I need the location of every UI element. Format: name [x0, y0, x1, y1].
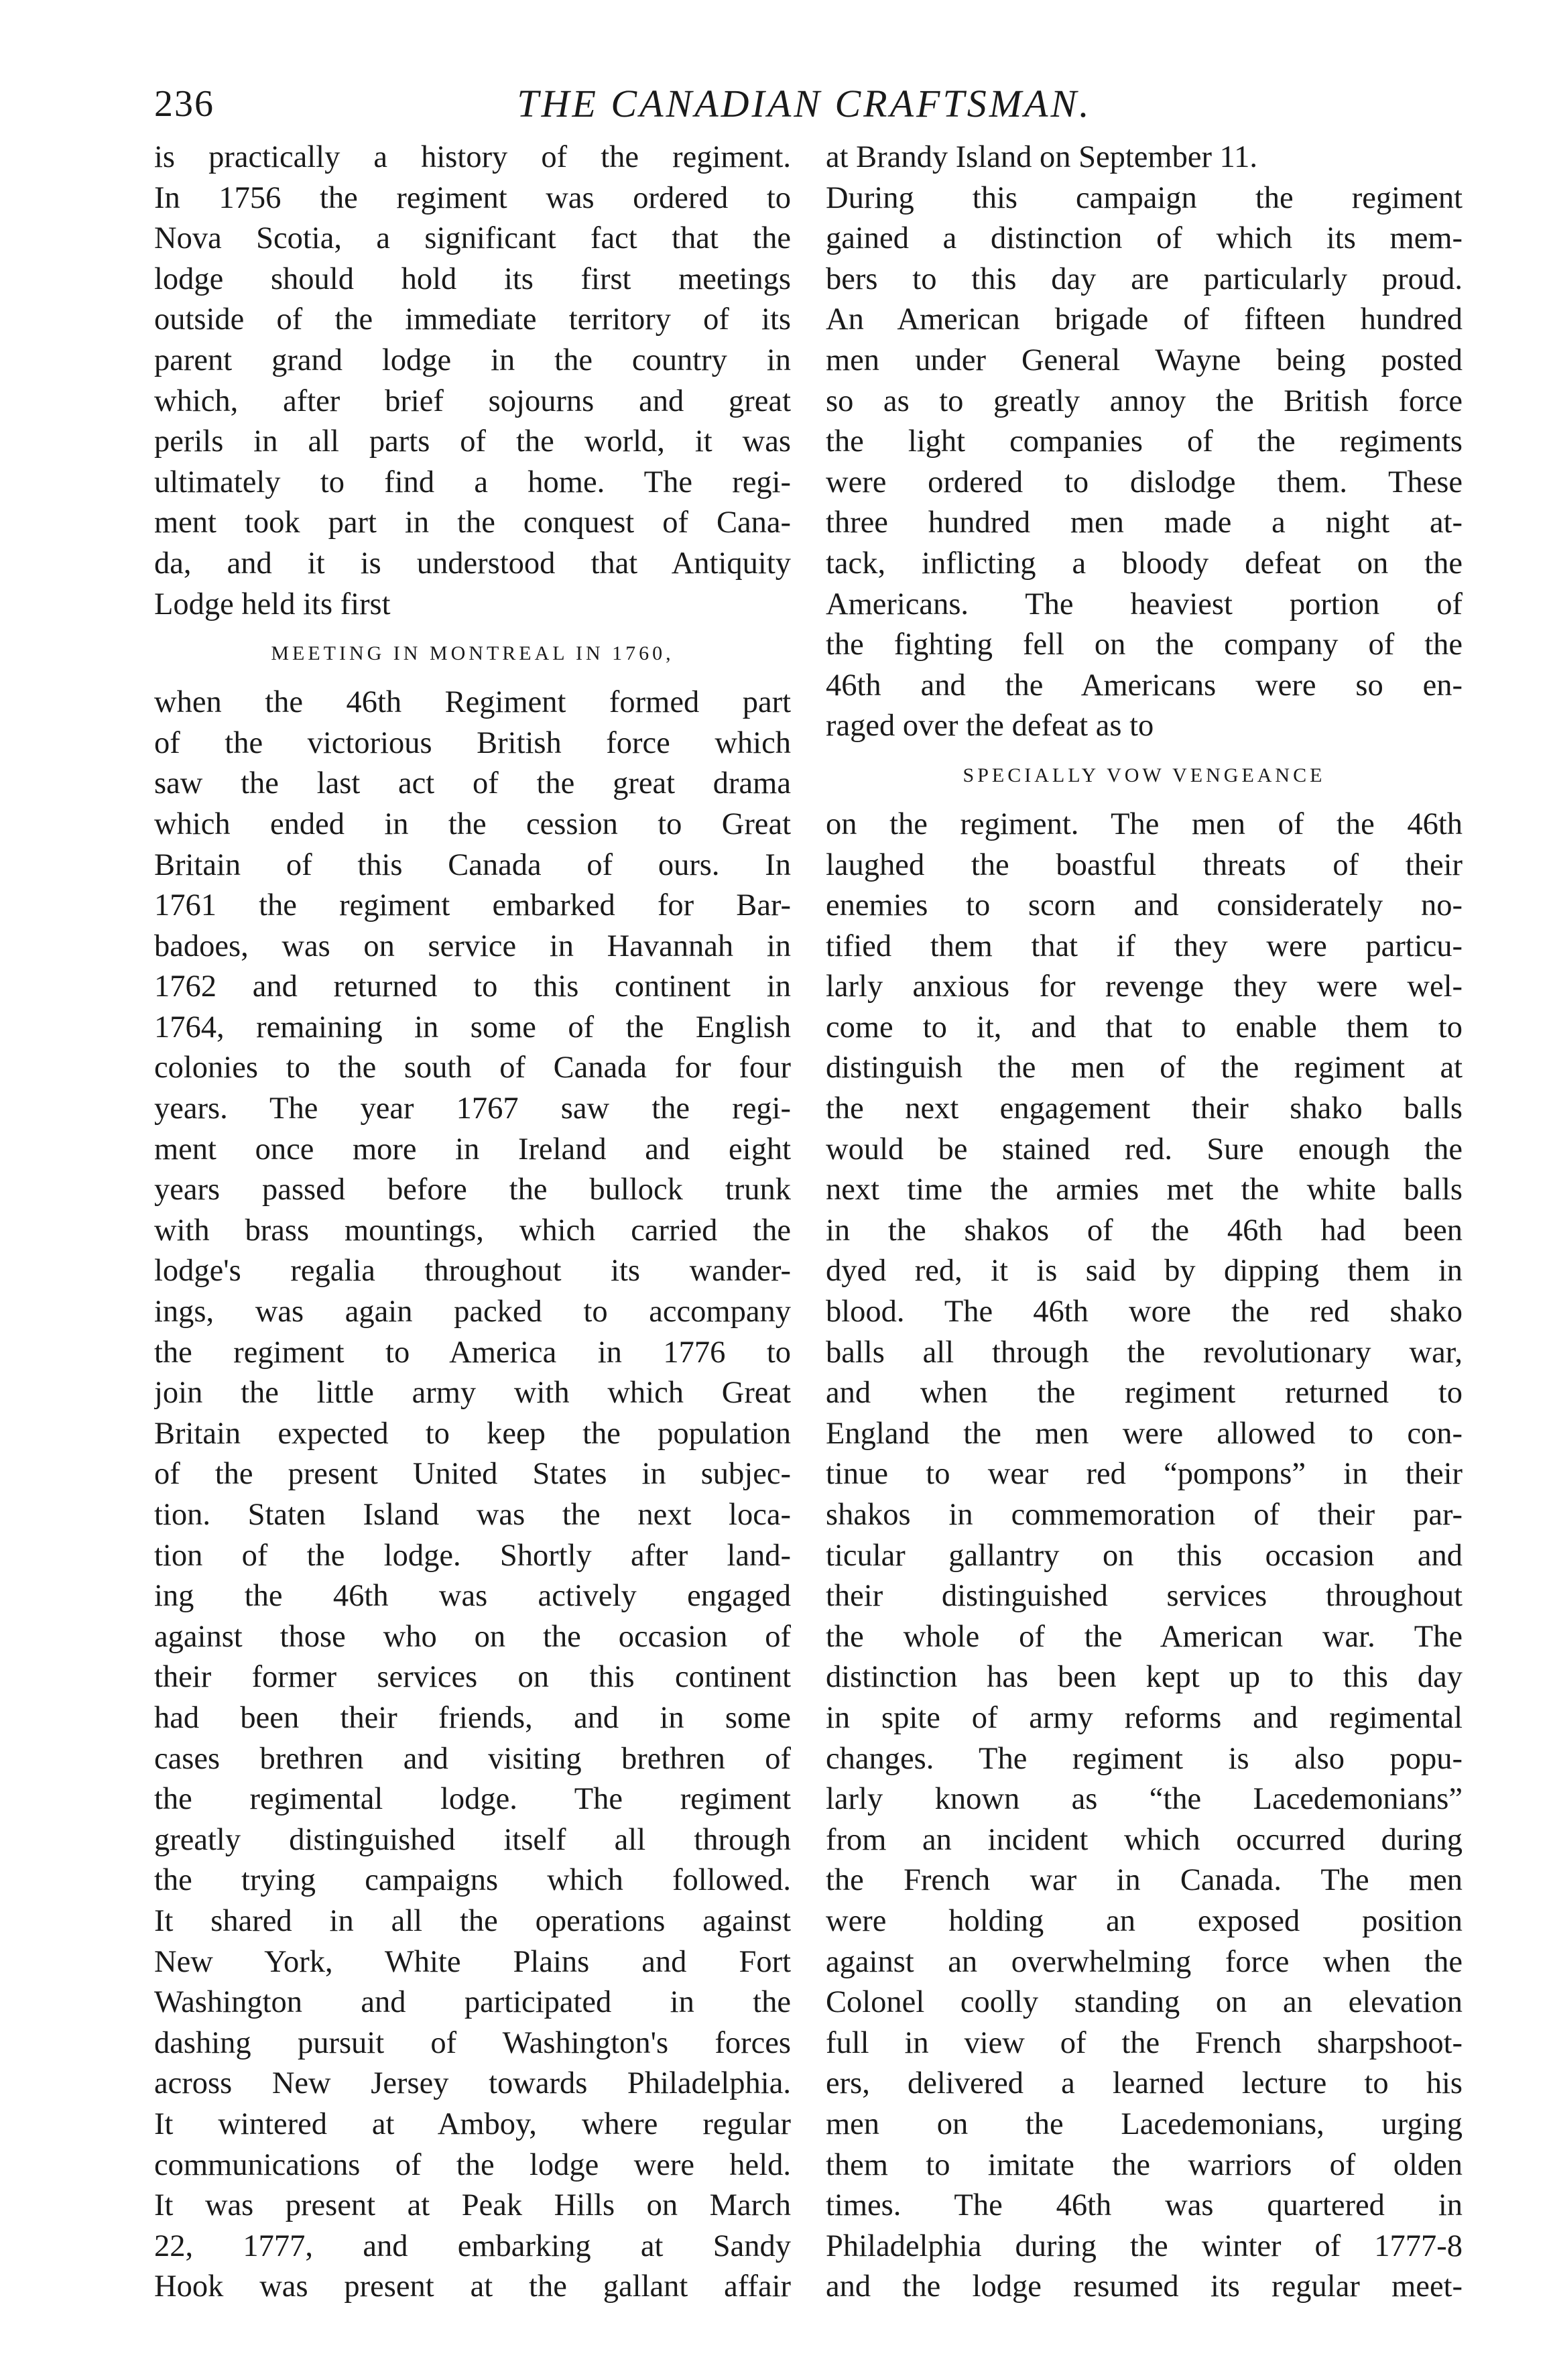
text-line: men on the Lacedemonians, urging	[826, 2106, 1463, 2141]
text-line: is practically a history of the regiment.	[154, 140, 791, 174]
text-line: colonies to the south of Canada for four	[154, 1051, 791, 1085]
text-line: in the shakos of the 46th had been	[826, 1213, 1463, 1248]
text-line: from an incident which occurred during	[826, 1822, 1463, 1857]
text-line: the light companies of the regiments	[826, 424, 1463, 459]
text-line: 1764, remaining in some of the English	[154, 1010, 791, 1045]
text-line: tion. Staten Island was the next loca-	[154, 1498, 791, 1532]
text-line: join the little army with which Great	[154, 1376, 791, 1411]
text-line: dyed red, it is said by dipping them in	[826, 1254, 1463, 1289]
text-line: when the 46th Regiment formed part	[154, 685, 791, 720]
text-line: It wintered at Amboy, where regular	[154, 2106, 791, 2141]
text-line: ticular gallantry on this occasion and	[826, 1538, 1463, 1573]
text-line: which, after brief sojourns and great	[154, 383, 791, 418]
text-line: the trying campaigns which followed.	[154, 1863, 791, 1898]
text-line: were ordered to dislodge them. These	[826, 465, 1463, 499]
text-line: the fighting fell on the company of the	[826, 628, 1463, 662]
text-line: ment once more in Ireland and eight	[154, 1132, 791, 1167]
text-line: tack, inflicting a bloody defeat on the	[826, 546, 1463, 581]
text-line: on the regiment. The men of the 46th	[826, 807, 1463, 841]
text-line: next time the armies met the white balls	[826, 1173, 1463, 1207]
text-line: saw the last act of the great drama	[154, 766, 791, 801]
text-line: across New Jersey towards Philadelphia.	[154, 2066, 791, 2101]
running-title: THE CANADIAN CRAFTSMAN.	[517, 82, 1092, 125]
text-line: lodge's regalia throughout its wander-	[154, 1254, 791, 1289]
text-line: outside of the immediate territory of its	[154, 302, 791, 337]
text-line: An American brigade of fifteen hundred	[826, 302, 1463, 337]
text-line: and when the regiment returned to	[826, 1376, 1463, 1411]
text-line: tion of the lodge. Shortly after land-	[154, 1538, 791, 1573]
text-line: bers to this day are particularly proud.	[826, 261, 1463, 296]
text-line: the regimental lodge. The regiment	[154, 1782, 791, 1817]
text-line: tinue to wear red “pompons” in their	[826, 1457, 1463, 1492]
text-line: dashing pursuit of Washington's forces	[154, 2025, 791, 2060]
text-line: 46th and the Americans were so en-	[826, 668, 1463, 703]
text-line: three hundred men made a night at-	[826, 505, 1463, 540]
text-line: which ended in the cession to Great	[154, 807, 791, 841]
text-line: Britain expected to keep the population	[154, 1416, 791, 1451]
text-line: would be stained red. Sure enough the	[826, 1132, 1463, 1167]
text-line: Philadelphia during the winter of 1777-8	[826, 2228, 1463, 2263]
text-line: shakos in commemoration of their par-	[826, 1498, 1463, 1532]
text-line: against an overwhelming force when the	[826, 1944, 1463, 1979]
section-subheading: SPECIALLY VOW VENGEANCE	[963, 764, 1326, 786]
text-line: ultimately to find a home. The regi-	[154, 465, 791, 499]
text-line: with brass mountings, which carried the	[154, 1213, 791, 1248]
text-line: full in view of the French sharpshoot-	[826, 2025, 1463, 2060]
text-line: raged over the defeat as to	[826, 709, 1154, 743]
text-line: them to imitate the warriors of olden	[826, 2147, 1463, 2182]
text-line: Lodge held its first	[154, 587, 391, 621]
text-line: Hook was present at the gallant affair	[154, 2269, 791, 2304]
text-line: perils in all parts of the world, it was	[154, 424, 791, 459]
text-line: It was present at Peak Hills on March	[154, 2188, 791, 2223]
text-line: Nova Scotia, a significant fact that the	[154, 221, 791, 256]
text-line: Washington and participated in the	[154, 1985, 791, 2020]
section-subheading: MEETING IN MONTREAL IN 1760,	[271, 642, 674, 665]
text-line: 22, 1777, and embarking at Sandy	[154, 2228, 791, 2263]
text-line: Americans. The heaviest portion of	[826, 587, 1463, 621]
text-line: 1762 and returned to this continent in	[154, 969, 791, 1004]
text-line: enemies to scorn and considerately no-	[826, 888, 1463, 923]
text-line: gained a distinction of which its mem-	[826, 221, 1463, 256]
text-line: parent grand lodge in the country in	[154, 343, 791, 377]
right-column	[826, 137, 1463, 2323]
text-line: ing the 46th was actively engaged	[154, 1579, 791, 1614]
text-line: blood. The 46th wore the red shako	[826, 1295, 1463, 1329]
text-line: laughed the boastful threats of their	[826, 847, 1463, 882]
text-line: New York, White Plains and Fort	[154, 1944, 791, 1979]
text-line: lodge should hold its first meetings	[154, 261, 791, 296]
text-line: had been their friends, and in some	[154, 1700, 791, 1735]
text-line: larly anxious for revenge they were wel-	[826, 969, 1463, 1004]
text-line: It shared in all the operations against	[154, 1903, 791, 1938]
left-column	[154, 137, 791, 2323]
text-line: years. The year 1767 saw the regi-	[154, 1091, 791, 1126]
text-line: so as to greatly annoy the British force	[826, 383, 1463, 418]
text-line: of the present United States in subjec-	[154, 1457, 791, 1492]
text-line: larly known as “the Lacedemonians”	[826, 1782, 1463, 1817]
text-line: greatly distinguished itself all through	[154, 1822, 791, 1857]
text-line: da, and it is understood that Antiquity	[154, 546, 791, 581]
text-line: times. The 46th was quartered in	[826, 2188, 1463, 2223]
text-line: come to it, and that to enable them to	[826, 1010, 1463, 1045]
text-line: their former services on this continent	[154, 1660, 791, 1695]
page-header	[154, 74, 1454, 134]
text-line: their distinguished services throughout	[826, 1579, 1463, 1614]
text-line: ings, was again packed to accompany	[154, 1295, 791, 1329]
text-line: were holding an exposed position	[826, 1903, 1463, 1938]
text-line: During this campaign the regiment	[826, 180, 1463, 215]
text-line: men under General Wayne being posted	[826, 343, 1463, 377]
text-line: years passed before the bullock trunk	[154, 1173, 791, 1207]
text-line: Britain of this Canada of ours. In	[154, 847, 791, 882]
text-line: ment took part in the conquest of Cana-	[154, 505, 791, 540]
text-line: distinguish the men of the regiment at	[826, 1051, 1463, 1085]
page-number: 236	[154, 83, 214, 125]
text-line: In 1756 the regiment was ordered to	[154, 180, 791, 215]
text-line: the French war in Canada. The men	[826, 1863, 1463, 1898]
text-line: the next engagement their shako balls	[826, 1091, 1463, 1126]
text-line: England the men were allowed to con-	[826, 1416, 1463, 1451]
text-line: against those who on the occasion of	[154, 1619, 791, 1654]
text-line: ers, delivered a learned lecture to his	[826, 2066, 1463, 2101]
text-line: and the lodge resumed its regular meet-	[826, 2269, 1463, 2304]
text-line: distinction has been kept up to this day	[826, 1660, 1463, 1695]
text-line: 1761 the regiment embarked for Bar-	[154, 888, 791, 923]
text-line: cases brethren and visiting brethren of	[154, 1741, 791, 1776]
text-line: of the victorious British force which	[154, 725, 791, 760]
text-line: in spite of army reforms and regimental	[826, 1700, 1463, 1735]
text-line: changes. The regiment is also popu-	[826, 1741, 1463, 1776]
text-line: communications of the lodge were held.	[154, 2147, 791, 2182]
text-line: tified them that if they were particu-	[826, 929, 1463, 963]
text-line: badoes, was on service in Havannah in	[154, 929, 791, 963]
text-line: the whole of the American war. The	[826, 1619, 1463, 1654]
text-line: Colonel coolly standing on an elevation	[826, 1985, 1463, 2020]
text-line: the regiment to America in 1776 to	[154, 1335, 791, 1370]
text-line: balls all through the revolutionary war,	[826, 1335, 1463, 1370]
text-line: at Brandy Island on September 11.	[826, 140, 1257, 174]
